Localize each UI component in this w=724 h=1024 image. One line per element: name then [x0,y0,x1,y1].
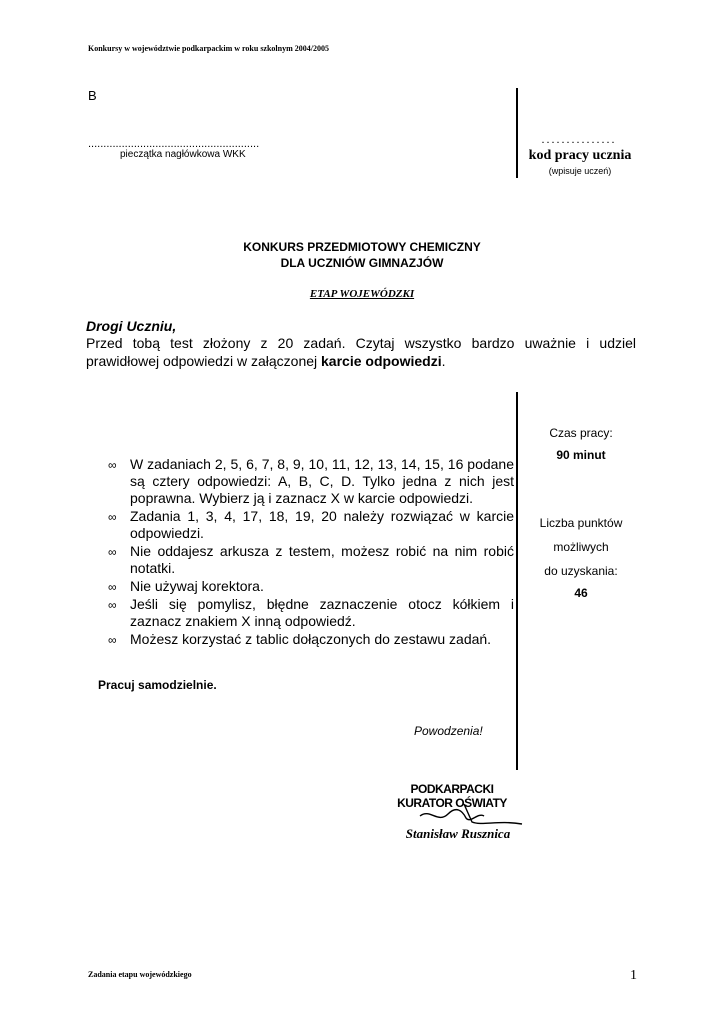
stamp-label: pieczątka nagłówkowa WKK [120,149,246,160]
infinity-bullet-icon: ∞ [108,510,117,524]
good-luck-note: Powodzenia! [414,724,483,738]
rule-text: Nie używaj korektora. [130,578,264,594]
intro-answer-card: karcie odpowiedzi [321,353,442,369]
seal-signature: Stanisław Rusznica [405,826,511,841]
time-value: 90 minut [556,448,606,462]
intro-paragraph [86,334,636,370]
code-dots: ............... [541,132,617,146]
contest-stage: ETAP WOJEWÓDZKI [309,288,415,300]
seal-line2: KURATOR OŚWIATY [397,796,507,810]
points-label-line1: Liczba punktów [539,516,623,530]
contest-title-line1: KONKURS PRZEDMIOTOWY CHEMICZNY [243,240,481,254]
code-note: (wpisuje uczeń) [548,166,612,176]
page-header: Konkursy w województwie podkarpackim w roku szkolnym 2004/2005 [88,44,329,53]
variant-letter: B [88,88,97,103]
greeting: Drogi Uczniu, [86,318,177,334]
curator-seal [372,780,532,844]
infinity-bullet-icon: ∞ [108,598,117,612]
work-alone-note: Pracuj samodzielnie. [98,678,217,692]
rule-text: Możesz korzystać z tablic dołączonych do zestawu zadań. [130,631,492,647]
page-number: 1 [630,968,637,983]
time-label: Czas pracy: [549,426,613,440]
intro-text: Przed tobą test złożony z 20 zadań. Czytaj wszystko bardzo uważnie i udziel prawidłowej odpowiedzi w załączonej [86,335,636,369]
rule-text: Zadania 1, 3, 4, 17, 18, 19, 20 należy rozwiązać w karcie odpowiedzi. [130,508,514,541]
rule-text: Jeśli się pomylisz, błędne zaznaczenie otocz kółkiem i zaznacz znakiem X inną odpowiedź. [130,596,514,629]
code-box-divider [516,88,518,178]
code-title: kod pracy ucznia [528,148,632,163]
rule-item [108,456,514,507]
seal-line1: PODKARPACKI [410,782,494,796]
rule-text: Nie oddajesz arkusza z testem, możesz robić na nim robić notatki. [130,543,514,576]
rule-text: W zadaniach 2, 5, 6, 7, 8, 9, 10, 11, 12, 13, 14, 15, 16 podane są cztery odpowiedzi: A, B, C, D. Tylko jedna z nich jest poprawna. Wybierz ją i zaznacz X w karcie odpowiedzi. [130,456,514,506]
rules-list [108,456,514,649]
footer-label: Zadania etapu wojewódzkiego [88,970,192,979]
rule-item [108,508,514,542]
infinity-bullet-icon: ∞ [108,633,117,647]
infinity-bullet-icon: ∞ [108,458,117,472]
rule-item [108,578,514,595]
infinity-bullet-icon: ∞ [108,545,117,559]
points-label-line2: możliwych [553,540,609,554]
points-label-line3: do uzyskania: [544,564,618,578]
rule-item [108,596,514,630]
rule-item [108,631,514,648]
points-value: 46 [574,586,588,600]
contest-title-line2: DLA UCZNIÓW GIMNAZJÓW [280,256,444,270]
stamp-dots: ........................................................ [88,138,260,150]
rule-item [108,543,514,577]
intro-end: . [441,353,446,369]
infinity-bullet-icon: ∞ [108,580,117,594]
